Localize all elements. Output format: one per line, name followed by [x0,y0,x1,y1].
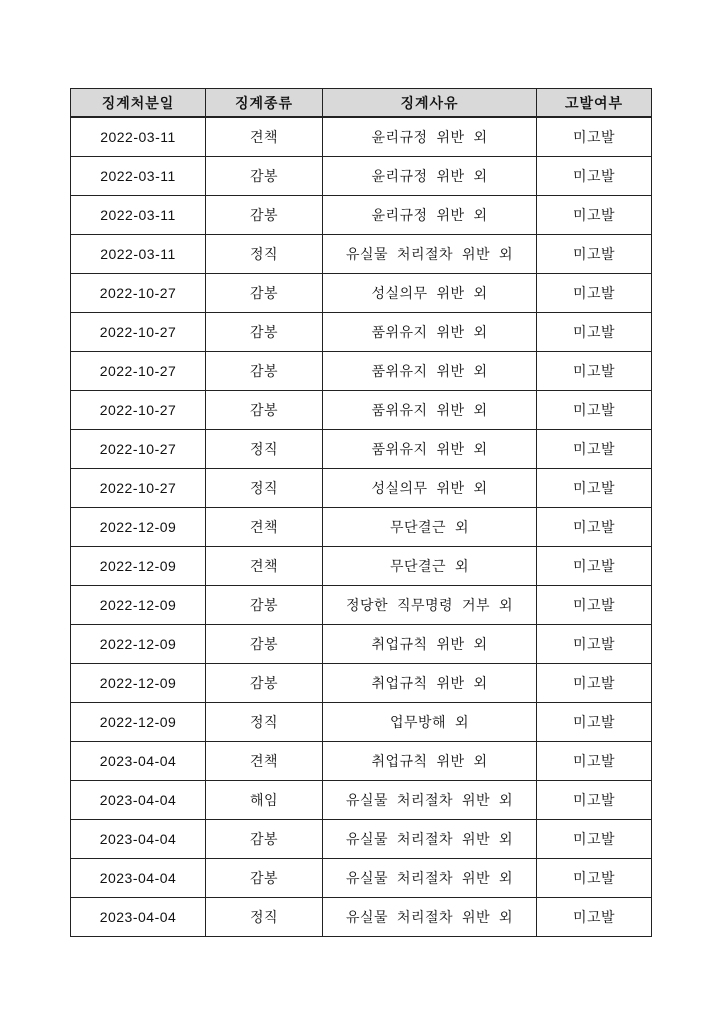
cell-type: 감봉 [206,625,323,664]
header-date: 징계처분일 [71,89,206,118]
cell-date: 2022-10-27 [71,313,206,352]
cell-date: 2022-10-27 [71,274,206,313]
cell-type: 해임 [206,781,323,820]
cell-date: 2022-12-09 [71,625,206,664]
table-row [71,196,652,235]
cell-date: 2022-03-11 [71,196,206,235]
table-row [71,274,652,313]
cell-type: 견책 [206,508,323,547]
table-header [71,89,652,118]
cell-type: 감봉 [206,196,323,235]
cell-status: 미고발 [537,664,652,703]
cell-status: 미고발 [537,586,652,625]
cell-reason: 성실의무 위반 외 [323,274,537,313]
table-row [71,508,652,547]
cell-type: 감봉 [206,859,323,898]
cell-reason: 업무방해 외 [323,703,537,742]
cell-reason: 취업규칙 위반 외 [323,742,537,781]
cell-type: 정직 [206,469,323,508]
cell-status: 미고발 [537,547,652,586]
cell-reason: 윤리규정 위반 외 [323,157,537,196]
cell-date: 2023-04-04 [71,820,206,859]
table-row [71,469,652,508]
cell-reason: 취업규칙 위반 외 [323,625,537,664]
table-row [71,781,652,820]
cell-status: 미고발 [537,157,652,196]
cell-status: 미고발 [537,313,652,352]
discipline-table [70,88,652,937]
cell-reason: 유실물 처리절차 위반 외 [323,898,537,937]
cell-status: 미고발 [537,898,652,937]
header-row [71,89,652,118]
cell-reason: 품위유지 위반 외 [323,352,537,391]
cell-status: 미고발 [537,859,652,898]
cell-date: 2022-12-09 [71,508,206,547]
table-row [71,157,652,196]
table-row [71,898,652,937]
cell-reason: 품위유지 위반 외 [323,391,537,430]
table-row [71,352,652,391]
cell-status: 미고발 [537,703,652,742]
cell-reason: 윤리규정 위반 외 [323,117,537,157]
table-row [71,586,652,625]
cell-date: 2022-03-11 [71,117,206,157]
cell-date: 2023-04-04 [71,781,206,820]
cell-date: 2022-10-27 [71,391,206,430]
cell-date: 2023-04-04 [71,859,206,898]
table-row [71,430,652,469]
cell-date: 2022-10-27 [71,469,206,508]
cell-type: 감봉 [206,313,323,352]
cell-type: 정직 [206,430,323,469]
cell-status: 미고발 [537,196,652,235]
cell-date: 2022-12-09 [71,586,206,625]
cell-status: 미고발 [537,430,652,469]
table-row [71,235,652,274]
cell-reason: 무단결근 외 [323,508,537,547]
cell-status: 미고발 [537,469,652,508]
table-row [71,742,652,781]
cell-date: 2022-12-09 [71,703,206,742]
cell-status: 미고발 [537,742,652,781]
cell-status: 미고발 [537,820,652,859]
cell-status: 미고발 [537,352,652,391]
cell-status: 미고발 [537,274,652,313]
header-type: 징계종류 [206,89,323,118]
cell-type: 견책 [206,547,323,586]
cell-type: 감봉 [206,586,323,625]
cell-date: 2022-03-11 [71,157,206,196]
cell-type: 감봉 [206,352,323,391]
header-status: 고발여부 [537,89,652,118]
cell-type: 견책 [206,742,323,781]
cell-reason: 윤리규정 위반 외 [323,196,537,235]
cell-type: 감봉 [206,391,323,430]
table-row [71,625,652,664]
cell-type: 감봉 [206,274,323,313]
cell-date: 2022-12-09 [71,664,206,703]
cell-type: 정직 [206,898,323,937]
cell-reason: 성실의무 위반 외 [323,469,537,508]
cell-reason: 품위유지 위반 외 [323,313,537,352]
cell-date: 2022-12-09 [71,547,206,586]
cell-date: 2022-03-11 [71,235,206,274]
cell-date: 2022-10-27 [71,352,206,391]
cell-reason: 유실물 처리절차 위반 외 [323,820,537,859]
cell-date: 2023-04-04 [71,898,206,937]
table-row [71,664,652,703]
table-row [71,313,652,352]
cell-reason: 취업규칙 위반 외 [323,664,537,703]
cell-status: 미고발 [537,391,652,430]
cell-status: 미고발 [537,508,652,547]
cell-type: 정직 [206,235,323,274]
cell-status: 미고발 [537,235,652,274]
cell-status: 미고발 [537,781,652,820]
cell-type: 감봉 [206,157,323,196]
cell-reason: 정당한 직무명령 거부 외 [323,586,537,625]
cell-type: 정직 [206,703,323,742]
table-row [71,859,652,898]
cell-reason: 무단결근 외 [323,547,537,586]
table-row [71,703,652,742]
cell-date: 2022-10-27 [71,430,206,469]
cell-date: 2023-04-04 [71,742,206,781]
header-reason: 징계사유 [323,89,537,118]
cell-type: 견책 [206,117,323,157]
cell-status: 미고발 [537,117,652,157]
table-row [71,820,652,859]
table-body [71,117,652,937]
cell-reason: 유실물 처리절차 위반 외 [323,235,537,274]
table-row [71,547,652,586]
table-row [71,391,652,430]
cell-type: 감봉 [206,820,323,859]
cell-reason: 품위유지 위반 외 [323,430,537,469]
table-row [71,117,652,157]
cell-reason: 유실물 처리절차 위반 외 [323,781,537,820]
cell-reason: 유실물 처리절차 위반 외 [323,859,537,898]
cell-type: 감봉 [206,664,323,703]
cell-status: 미고발 [537,625,652,664]
